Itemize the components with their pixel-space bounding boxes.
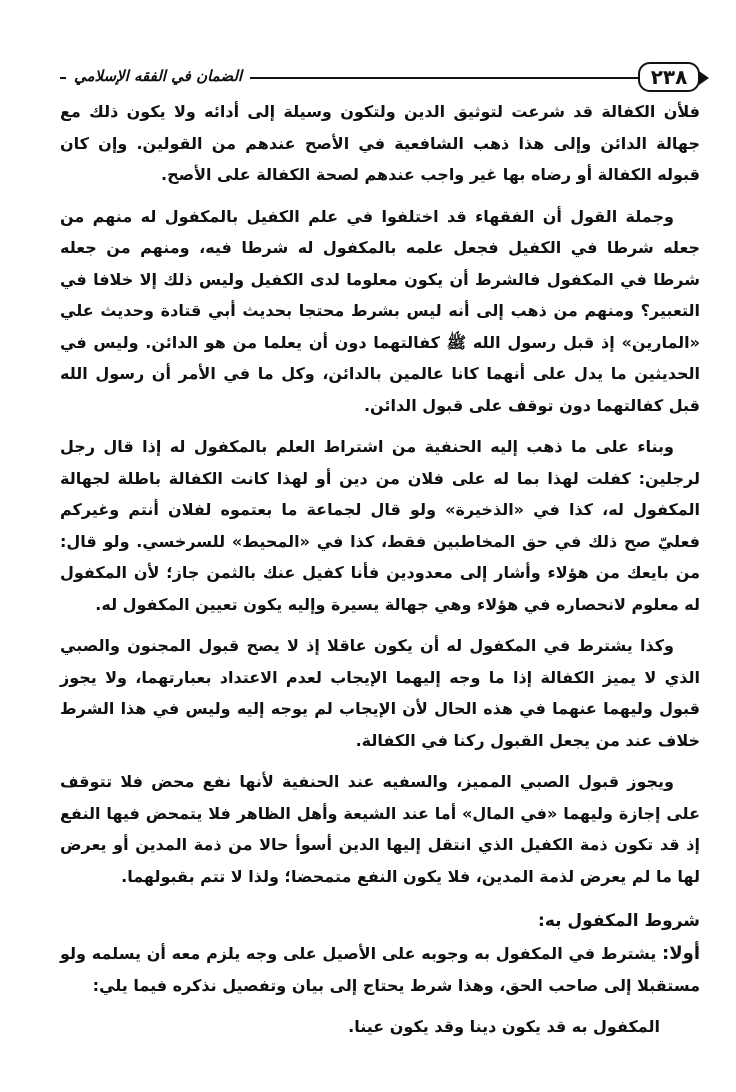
paragraph-3: وبناء على ما ذهب إليه الحنفية من اشتراط العلم بالمكفول له إذا قال رجل لرجلين: كفلت لهذا بما له على فلان من دين أو لهذا كانت الكفالة باطلة لجهالة المكفول له، كذا في «الذخيرة» ولو قال لجماعة ما بعتموه لفلان أنتم وغيركم فعليّ صح ذلك في حق المخاطبين فقط، كذا في «المحيط» للسرخسي. ولو قال: من بايعك من هؤلاء وأشار إلى معدودين فأنا كفيل عنك بالثمن جاز؛ لأن المكفول له معلوم لانحصاره في هؤلاء وهي جهالة يسيرة وإليه يكون تعيين المكفول له. [60,437,700,614]
page-number: ٢٣٨ [638,62,700,92]
page-header [60,62,700,94]
running-title: الضمان في الفقه الإسلامي [66,62,250,90]
section-heading: شروط المكفول به: [538,911,700,931]
page-body [60,96,700,1053]
paragraph-4: وكذا يشترط في المكفول له أن يكون عاقلا إذ لا يصح قبول المجنون والصبي الذي لا يميز الكفالة إذا ما وجه إليهما الإيجاب لعدم الاعتداد بعبارتهما، ولا يجوز قبول وليهما عنهما في هذه الحال لأن الإيجاب لم يوجه إليه وليس في هذا الشرط خلاف عند من يجعل القبول ركنا في الكفالة. [60,636,700,750]
condition-first [60,938,700,1001]
list-label-first: أولا: [662,943,700,964]
paragraph-5: ويجوز قبول الصبي المميز، والسفيه عند الحنفية لأنها نفع محض فلا تتوقف على إجازة وليهما «في المال» أما عند الشيعة وأهل الظاهر فلا يتمحض فيها النفع إذ قد تكون ذمة الكفيل الذي انتقل إليها الدين أسوأ حالا من ذمة المدين أو يعرض لها ما لم يعرض لذمة المدين، فلا يكون النفع متمحضا؛ ولذا لا تتم بقبولهما. [60,772,700,886]
paragraph-1: فلأن الكفالة قد شرعت لتوثيق الدين ولتكون وسيلة إلى أدائه ولا يكون ذلك مع جهالة الدائن وإلى هذا ذهب الشافعية في الأصح عندهم من القولين. وإن كان قبوله الكفالة أو رضاه بها غير واجب عندهم لصحة الكفالة على الأصح. [60,102,700,184]
paragraph-2: وجملة القول أن الفقهاء قد اختلفوا في علم الكفيل بالمكفول له منهم من جعله شرطا في الكفيل فجعل علمه بالمكفول له شرطا فيه، ومنهم من جعله شرطا في المكفول فالشرط أن يكون معلوما لدى الكفيل وليس ذلك إلا خلافا في التعبير؟ ومنهم من ذهب إلى أنه ليس بشرط محتجا بحديث أبي قتادة وحديث علي «المارين» إذ قبل رسول الله ﷺ كفالتهما دون أن يعلما من هو الدائن. وليس في الحديثين ما يدل على أنهما كانا عالمين بالدائن، وكل ما في الأمر أن رسول الله قبل كفالتهما دون توقف على قبول الدائن. [60,206,700,415]
condition-first-text: يشترط في المكفول به وجوبه على الأصيل على وجه يلزم معه أن يسلمه ولو مستقبلا إلى صاحب الحق، وهذا شرط يحتاج إلى بيان وتفصيل نذكره فيما يلي: [60,944,700,995]
final-line: المكفول به قد يكون دينا وقد يكون عينا. [348,1017,660,1036]
